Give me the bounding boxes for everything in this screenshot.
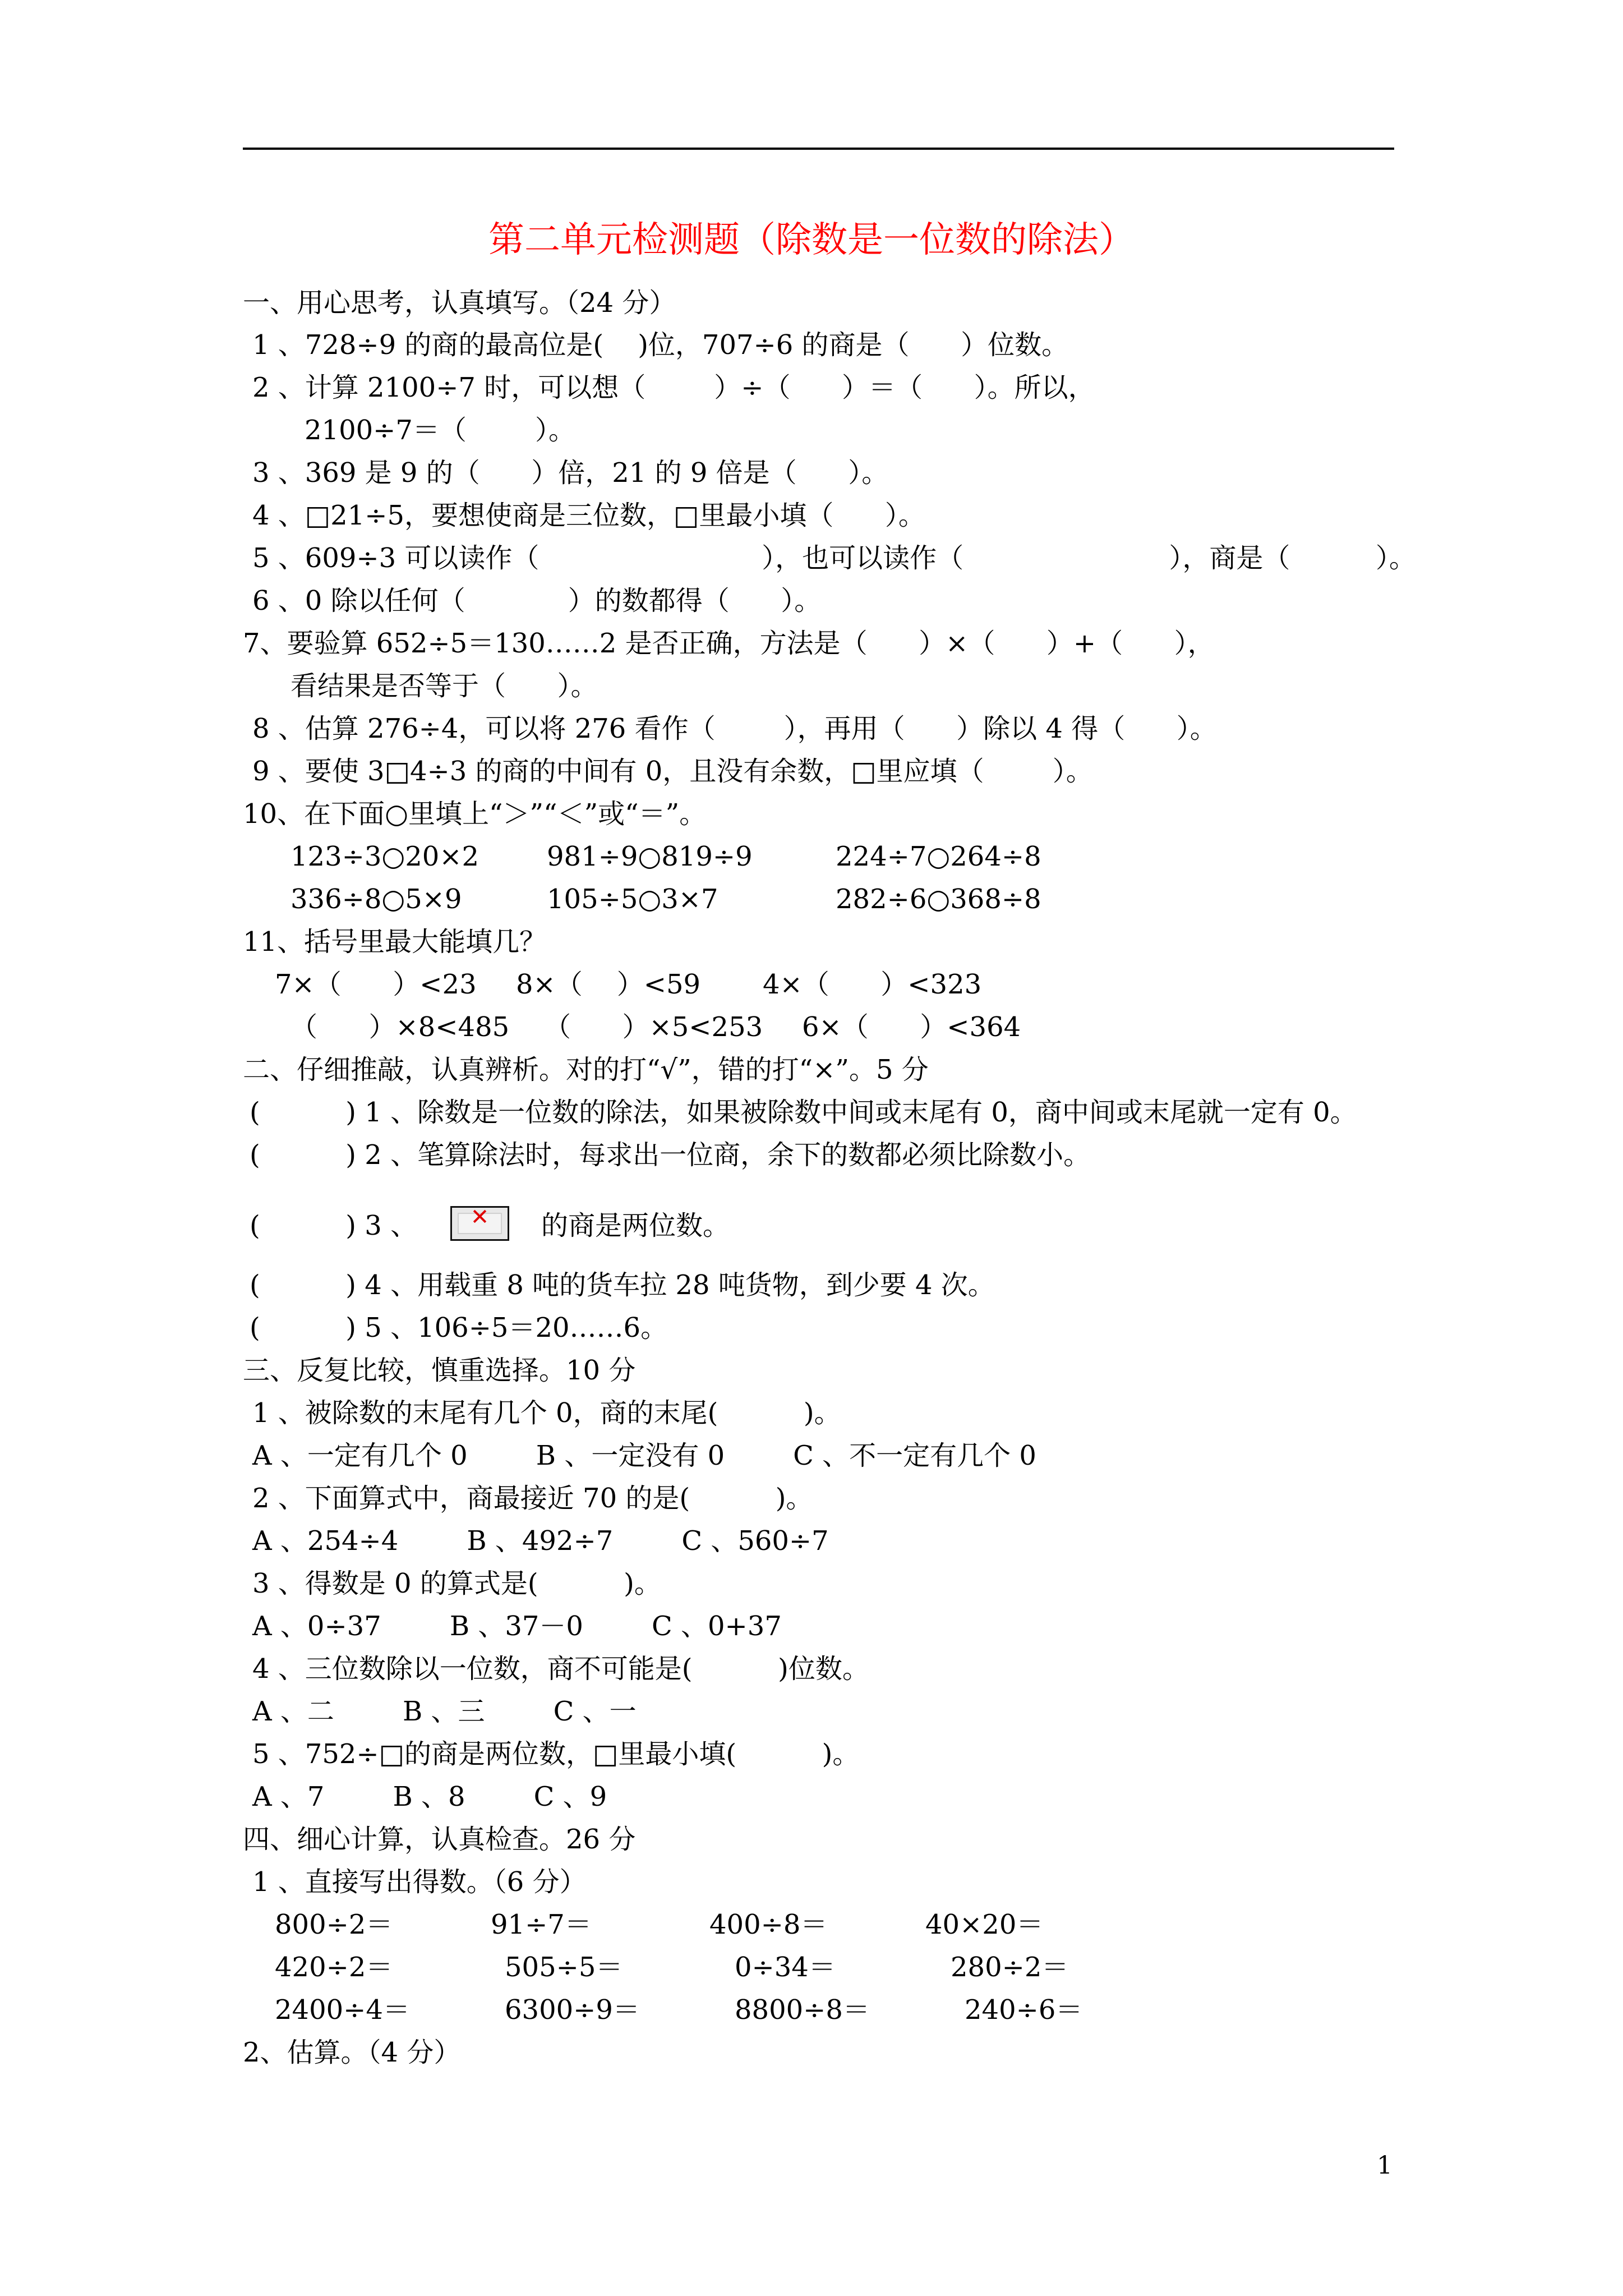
worksheet-line: 3 、369 是 9 的（ ）倍，21 的 9 倍是（ ）。 <box>252 457 889 489</box>
worksheet-line: ( ) 5 、106÷5＝20……6。 <box>250 1312 668 1343</box>
worksheet-line: 1 、直接写出得数。（6 分） <box>252 1866 587 1898</box>
worksheet-line: 6 、0 除以任何（ ）的数都得（ ）。 <box>252 585 822 616</box>
worksheet-line: A 、0÷37 B 、37－0 C 、0+37 <box>252 1611 782 1642</box>
worksheet-line: 四、细心计算，认真检查。26 分 <box>243 1824 636 1855</box>
worksheet-line: 4×（ ）<323 <box>763 969 982 1000</box>
worksheet-line: 4 、三位数除以一位数，商不可能是( )位数。 <box>252 1653 869 1685</box>
worksheet-line: 三、反复比较，慎重选择。10 分 <box>243 1355 636 1386</box>
worksheet-line: 10、在下面○里填上“＞”“＜”或“＝”。 <box>243 798 707 830</box>
worksheet-line: 7×（ ）<23 <box>275 969 477 1000</box>
worksheet-line: 800÷2＝ <box>275 1909 393 1940</box>
worksheet-line: A 、一定有几个 0 B 、一定没有 0 C 、不一定有几个 0 <box>252 1440 1036 1471</box>
worksheet-line: A 、254÷4 B 、492÷7 C 、560÷7 <box>252 1525 829 1557</box>
worksheet-line: 981÷9○819÷9 <box>547 841 753 872</box>
worksheet-line: 280÷2＝ <box>951 1952 1069 1983</box>
worksheet-line: 40×20＝ <box>925 1909 1044 1940</box>
worksheet-line: 二、仔细推敲，认真辨析。对的打“√”，错的打“×”。5 分 <box>243 1054 929 1085</box>
worksheet-line: 6×（ ）<364 <box>802 1011 1021 1043</box>
worksheet-line: 505÷5＝ <box>505 1952 623 1983</box>
worksheet-line: 224÷7○264÷8 <box>836 841 1041 872</box>
worksheet-line: 1 、728÷9 的商的最高位是( )位，707÷6 的商是（ ）位数。 <box>252 329 1069 361</box>
worksheet-line: 2 、计算 2100÷7 时，可以想（ ）÷（ ）＝（ ）。所以， <box>252 372 1095 403</box>
worksheet-line: 1 、被除数的末尾有几个 0，商的末尾( )。 <box>252 1397 841 1429</box>
worksheet-line: ( ) 4 、用载重 8 吨的货车拉 28 吨货物，到少要 4 次。 <box>250 1269 995 1301</box>
worksheet-line: 11、括号里最大能填几？ <box>243 926 547 958</box>
worksheet-line: 4 、□21÷5，要想使商是三位数，□里最小填（ ）。 <box>252 500 925 531</box>
worksheet-line: ( ) 2 、笔算除法时，每求出一位商，余下的数都必须比除数小。 <box>250 1139 1091 1171</box>
worksheet-line: 一、用心思考，认真填写。（24 分） <box>243 287 676 319</box>
worksheet-line: 105÷5○3×7 <box>547 884 718 915</box>
worksheet-line: 400÷8＝ <box>709 1909 828 1940</box>
worksheet-line: 的商是两位数。 <box>541 1210 730 1241</box>
worksheet-line: A 、7 B 、8 C 、9 <box>252 1781 607 1812</box>
worksheet-line: 5 、752÷□的商是两位数，□里最小填( )。 <box>252 1738 860 1770</box>
worksheet-line: 282÷6○368÷8 <box>836 884 1041 915</box>
page-title: 第二单元检测题（除数是一位数的除法） <box>488 219 1135 261</box>
worksheet-line: 2100÷7＝（ ）。 <box>305 415 575 446</box>
worksheet-line: 3 、得数是 0 的算式是( )。 <box>252 1568 661 1599</box>
worksheet-line: 8 、估算 276÷4，可以将 276 看作（ ），再用（ ）除以 4 得（ ）。 <box>252 713 1217 744</box>
worksheet-line: 8×（ ）<59 <box>516 969 701 1000</box>
worksheet-line: （ ）×5<253 <box>544 1011 763 1043</box>
worksheet-line: 6300÷9＝ <box>505 1994 640 2026</box>
worksheet-line: （ ）×8<485 <box>291 1011 510 1043</box>
broken-image-icon <box>450 1206 509 1241</box>
worksheet-line: A 、二 B 、三 C 、一 <box>252 1696 637 1727</box>
worksheet-line: 123÷3○20×2 <box>291 841 479 872</box>
worksheet-line: 9 、要使 3□4÷3 的商的中间有 0，且没有余数，□里应填（ ）。 <box>252 756 1093 787</box>
worksheet-line: 2、估算。（4 分） <box>243 2037 461 2068</box>
worksheet-line: 336÷8○5×9 <box>291 884 462 915</box>
worksheet-line: 看结果是否等于（ ）。 <box>291 670 598 702</box>
worksheet-line: 2400÷4＝ <box>275 1994 410 2026</box>
worksheet-line: 2 、下面算式中，商最接近 70 的是( )。 <box>252 1483 813 1514</box>
worksheet-line: ( ) 1 、除数是一位数的除法，如果被除数中间或末尾有 0，商中间或末尾就一定有 0。 <box>250 1097 1357 1128</box>
worksheet-line: 240÷6＝ <box>965 1994 1083 2026</box>
header-rule <box>243 148 1394 150</box>
worksheet-line: ( ) 3 、 <box>250 1210 418 1241</box>
worksheet-line: 7、要验算 652÷5＝130……2 是否正确，方法是（ ）×（ ）+（ ）， <box>243 628 1215 659</box>
page-number: 1 <box>1377 2151 1393 2180</box>
worksheet-line: 420÷2＝ <box>275 1952 393 1983</box>
worksheet-line: 5 、609÷3 可以读作（ ），也可以读作（ ），商是（ ）。 <box>252 542 1416 574</box>
worksheet-line: 8800÷8＝ <box>735 1994 870 2026</box>
worksheet-line: 0÷34＝ <box>735 1952 836 1983</box>
red-x-icon: ✕ <box>470 1204 490 1230</box>
worksheet-line: 91÷7＝ <box>491 1909 592 1940</box>
